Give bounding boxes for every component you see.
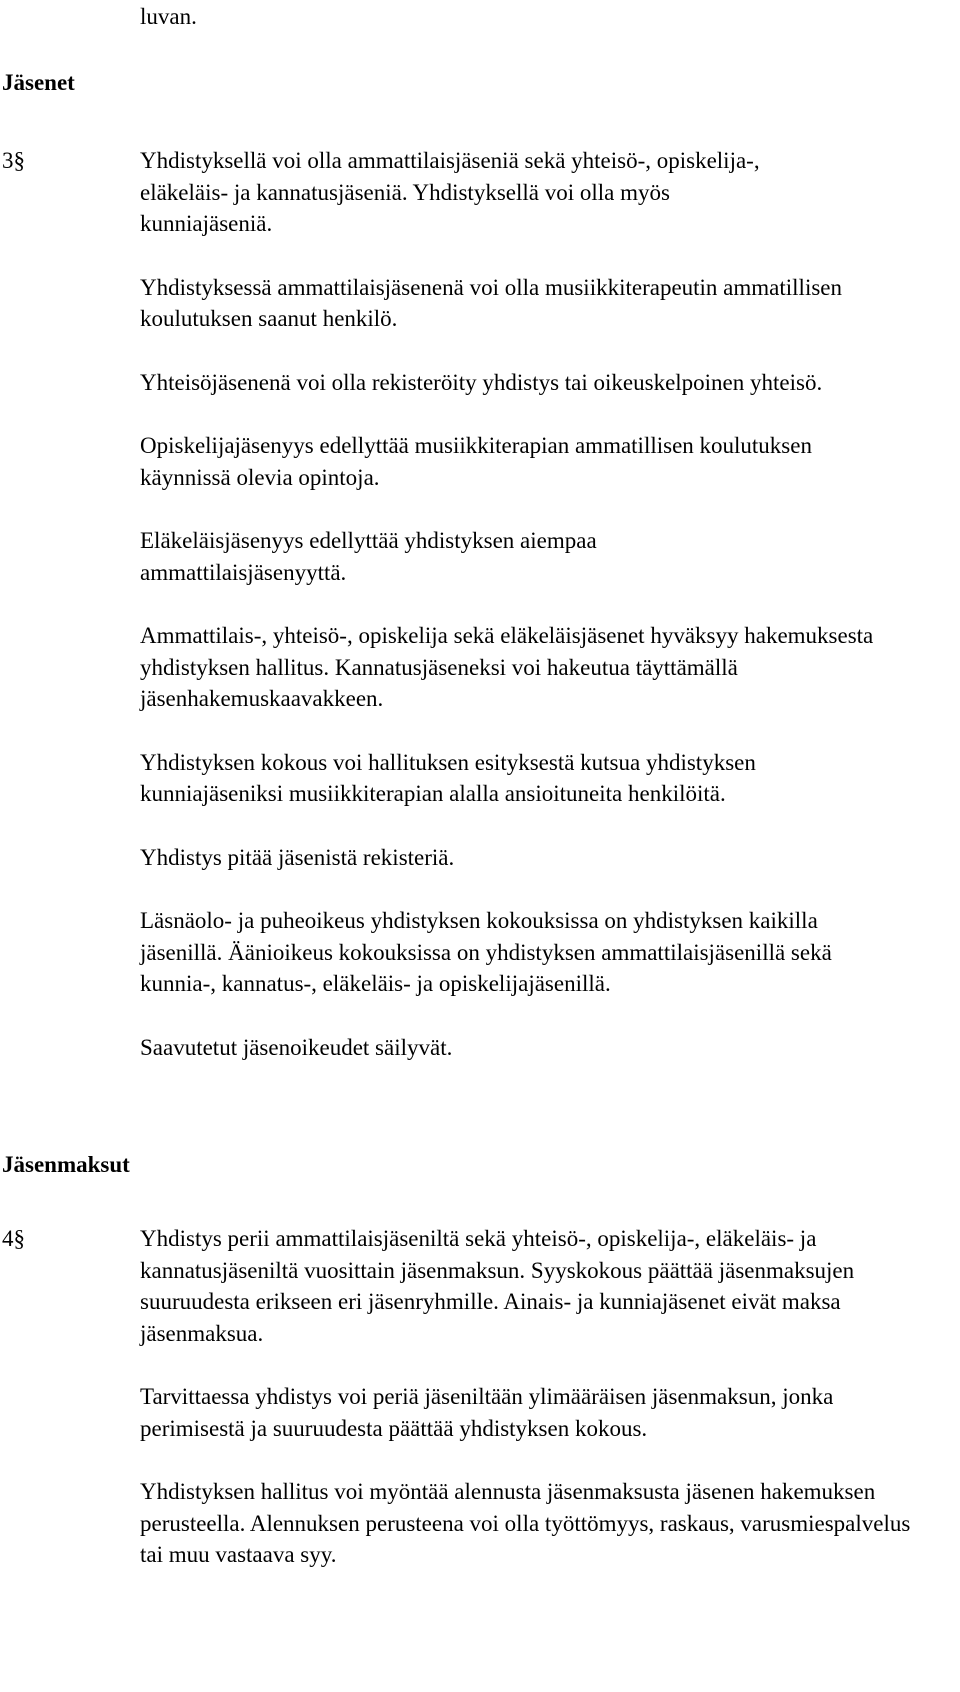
members-paragraph: Ammattilais-, yhteisö-, opiskelija sekä eläkeläisjäsenet hyväksyy hakemuksesta yhdistyksen hallitus. Kannatusjäseneksi voi hakeutua täyttämällä jäsenhakemuskaavakkeen.	[140, 623, 874, 711]
members-paragraph: Yhteisöjäsenenä voi olla rekisteröity yhdistys tai oikeuskelpoinen yhteisö.	[140, 369, 823, 395]
members-section-number: 3§	[2, 148, 25, 173]
members-paragraph: Eläkeläisjäsenyys edellyttää yhdistyksen aiempaa ammattilaisjäsenyyttä.	[140, 528, 597, 585]
fees-section-body	[140, 1223, 940, 1571]
members-paragraph: Saavutetut jäsenoikeudet säilyvät.	[140, 1034, 453, 1060]
intro-fragment: luvan.	[140, 4, 197, 29]
fees-paragraph: Yhdistys perii ammattilaisjäseniltä sekä yhteisö-, opiskelija-, eläkeläis- ja kannatusjäseniltä vuosittain jäsenmaksun. Syyskokous päättää jäsenmaksujen suuruudesta erikseen eri jäsenryhmille. Ainais- ja kunniajäsenet eivät maksa jäsenmaksua.	[140, 1226, 855, 1346]
members-paragraph: Yhdistys pitää jäsenistä rekisteriä.	[140, 844, 455, 870]
members-paragraph: Yhdistyksen kokous voi hallituksen esityksestä kutsua yhdistyksen kunniajäseniksi musiikkiterapian alalla ansioituneita henkilöitä.	[140, 749, 756, 806]
fees-section-number: 4§	[2, 1226, 25, 1251]
members-paragraph: Läsnäolo- ja puheoikeus yhdistyksen kokouksissa on yhdistyksen kaikilla jäsenillä. Äänioikeus kokouksissa on yhdistyksen ammattilaisjäsenillä sekä kunnia-, kannatus-, eläkeläis- ja opiskelijajäsenillä.	[140, 908, 832, 996]
members-paragraph: Opiskelijajäsenyys edellyttää musiikkiterapian ammatillisen koulutuksen käynnissä olevia opintoja.	[140, 433, 812, 490]
fees-paragraph: Yhdistyksen hallitus voi myöntää alennusta jäsenmaksusta jäsenen hakemuksen perusteella. Alennuksen perusteena voi olla työttömyys, raskaus, varusmiespalvelus tai muu vastaava syy.	[140, 1479, 911, 1567]
fees-paragraph: Tarvittaessa yhdistys voi periä jäseniltään ylimääräisen jäsenmaksun, jonka perimisestä ja suuruudesta päättää yhdistyksen kokous.	[140, 1384, 834, 1441]
members-paragraph: Yhdistyksellä voi olla ammattilaisjäseniä sekä yhteisö-, opiskelija-, eläkeläis- ja kannatusjäseniä. Yhdistyksellä voi olla myös kunniajäseniä.	[140, 148, 760, 236]
members-section-body	[140, 145, 940, 1063]
members-heading: Jäsenet	[2, 70, 75, 95]
members-paragraph: Yhdistyksessä ammattilaisjäsenenä voi olla musiikkiterapeutin ammatillisen koulutuksen saanut henkilö.	[140, 274, 842, 331]
fees-heading: Jäsenmaksut	[2, 1152, 130, 1177]
